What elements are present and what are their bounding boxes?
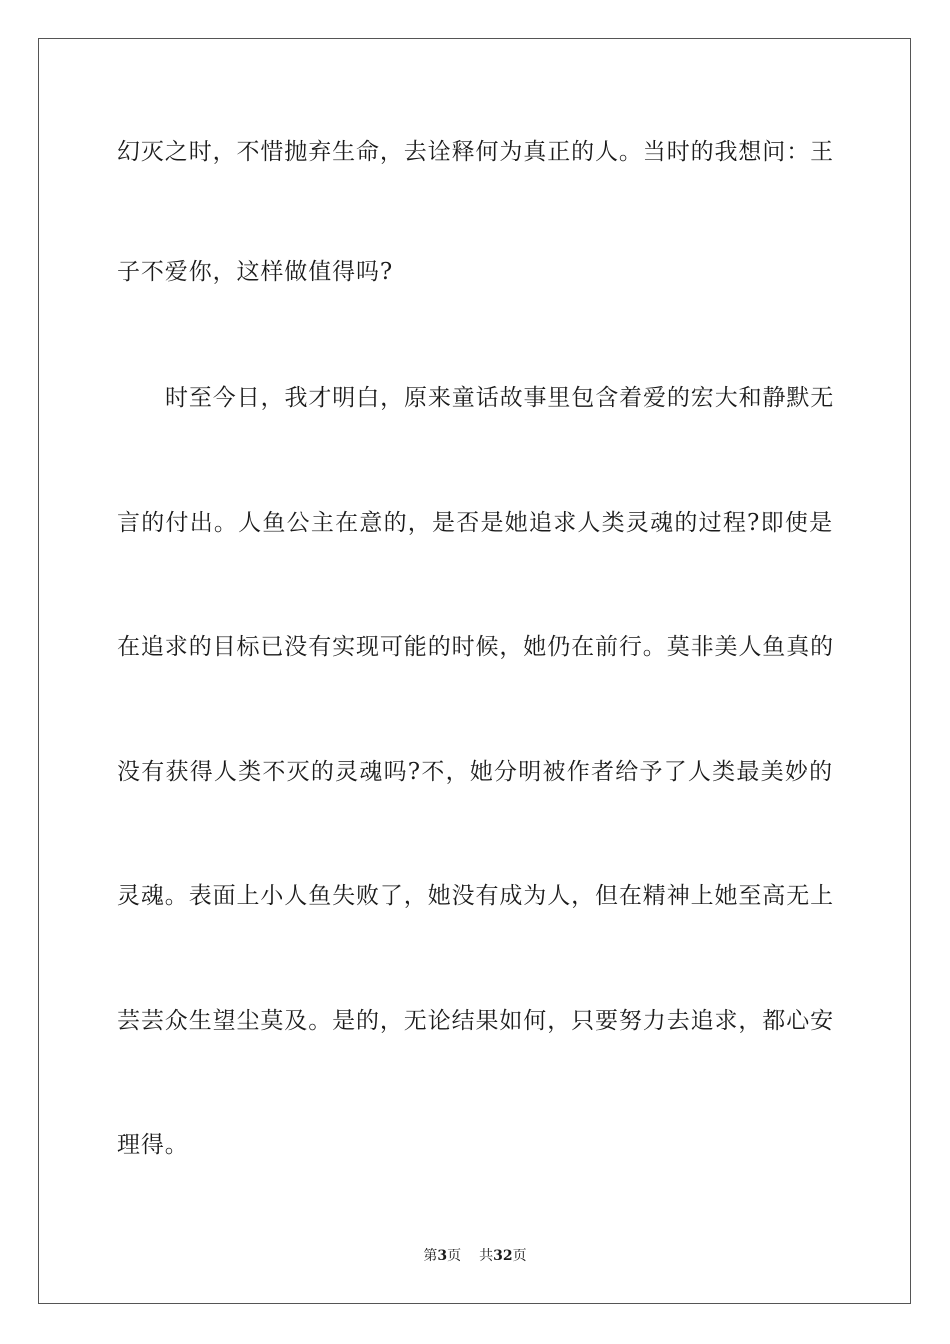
- page-border: [38, 38, 911, 1304]
- page-unit: 页: [447, 1248, 462, 1264]
- paragraph-line-5: 在追求的目标已没有实现可能的时候，她仍在前行。莫非美人鱼真的: [117, 634, 834, 660]
- page-current: 3: [437, 1248, 448, 1264]
- paragraph-line-4: 言的付出。人鱼公主在意的，是否是她追求人类灵魂的过程?即使是: [117, 510, 833, 536]
- paragraph-line-8: 芸芸众生望尘莫及。是的，无论结果如何，只要努力去追求，都心安: [117, 1008, 834, 1034]
- paragraph-line-2: 子不爱你，这样做值得吗?: [117, 259, 394, 285]
- total-prefix: 共: [479, 1248, 494, 1264]
- page-prefix: 第: [423, 1248, 438, 1264]
- paragraph-line-6: 没有获得人类不灭的灵魂吗?不，她分明被作者给予了人类最美妙的: [117, 759, 833, 785]
- paragraph-line-1: 幻灭之时，不惜抛弃生命，去诠释何为真正的人。当时的我想问：王: [117, 139, 834, 165]
- paragraph-line-7: 灵魂。表面上小人鱼失败了，她没有成为人，但在精神上她至高无上: [117, 883, 834, 909]
- total-unit: 页: [512, 1248, 527, 1264]
- paragraph-line-9: 理得。: [117, 1132, 189, 1158]
- page-footer: [0, 1247, 950, 1265]
- page-total: 32: [493, 1248, 513, 1264]
- paragraph-line-3: 时至今日，我才明白，原来童话故事里包含着爱的宏大和静默无: [165, 385, 835, 411]
